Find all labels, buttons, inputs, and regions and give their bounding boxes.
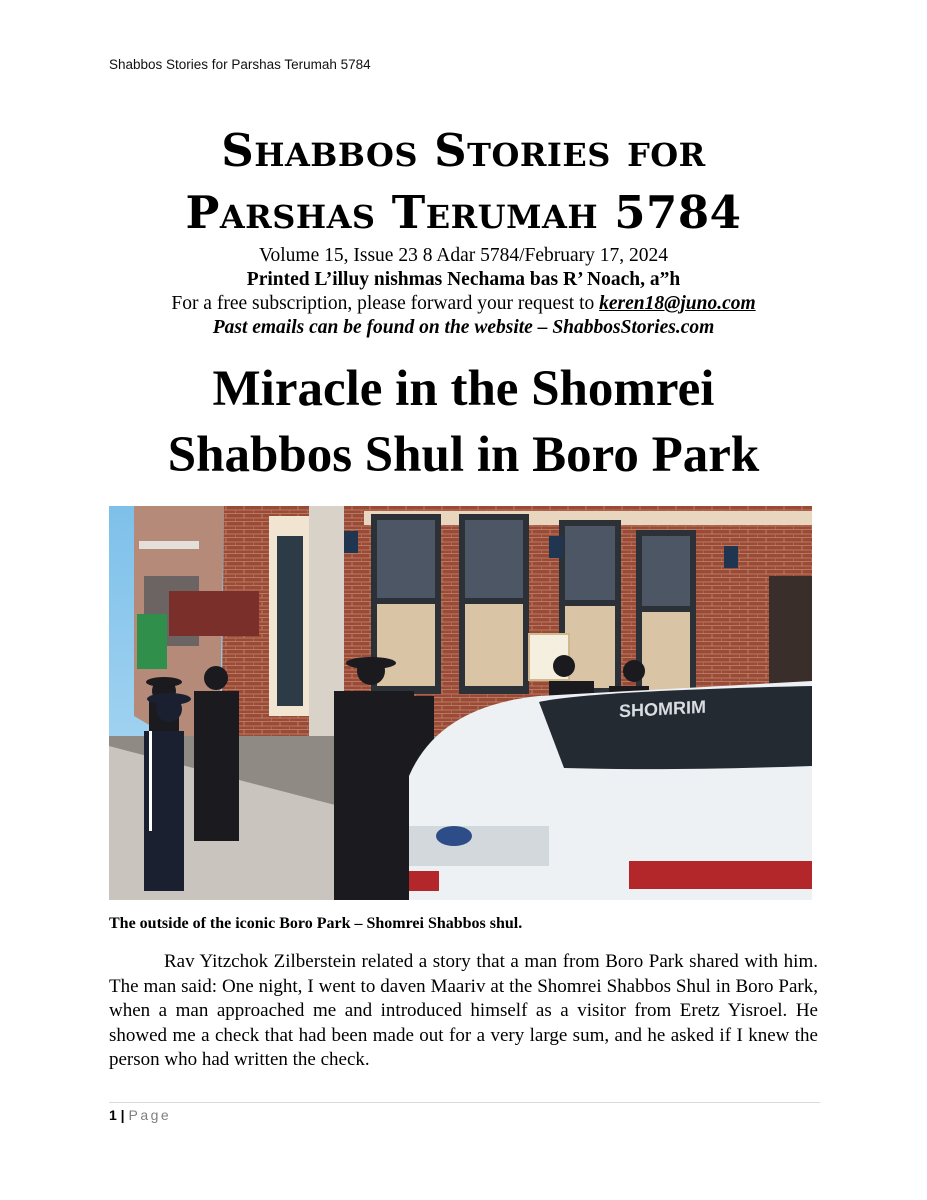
headline-line1: Miracle in the Shomrei: [212, 361, 715, 417]
newsletter-title-line1: Shabbos Stories for: [221, 124, 706, 177]
masthead: [60, 120, 867, 340]
newsletter-title-line2: Parshas Terumah 5784: [185, 186, 742, 239]
photo-caption: The outside of the iconic Boro Park – Shomrei Shabbos shul.: [109, 915, 523, 932]
page-label: Page: [128, 1107, 172, 1123]
running-header: Shabbos Stories for Parshas Terumah 5784: [109, 57, 371, 72]
page-footer: [109, 1107, 171, 1123]
article-headline: [60, 356, 867, 488]
footer-divider: [109, 1102, 820, 1103]
headline-line2: Shabbos Shul in Boro Park: [167, 427, 760, 483]
page-number: 1: [109, 1107, 117, 1123]
article-body: Rav Yitzchok Zilberstein related a story that a man from Boro Park shared with him. The man said: One night, I went to daven Maariv at the Shomrei Shabbos Shul in Boro Park, when a man approached me and introduced himself as a visitor from Eretz Yisroel. He showed me a check that had been made out for a very large sum, and he asked if I knew the person who had written the check.: [109, 951, 818, 1070]
page-separator: |: [116, 1107, 129, 1123]
dedication: Printed L’illuy nishmas Nechama bas R’ Noach, a”h: [246, 269, 681, 290]
shul-exterior-illustration: [109, 506, 812, 900]
windshield-text: SHOMRIM: [619, 696, 706, 722]
subscription-email-link[interactable]: keren18@juno.com: [599, 293, 756, 314]
subscription-text: For a free subscription, please forward your request to: [171, 293, 600, 314]
volume-issue-date: Volume 15, Issue 23 8 Adar 5784/February 17, 2024: [258, 245, 669, 266]
article-photo: [109, 506, 812, 900]
subscription-line: [60, 292, 867, 316]
website-line: Past emails can be found on the website – ShabbosStories.com: [212, 317, 715, 338]
